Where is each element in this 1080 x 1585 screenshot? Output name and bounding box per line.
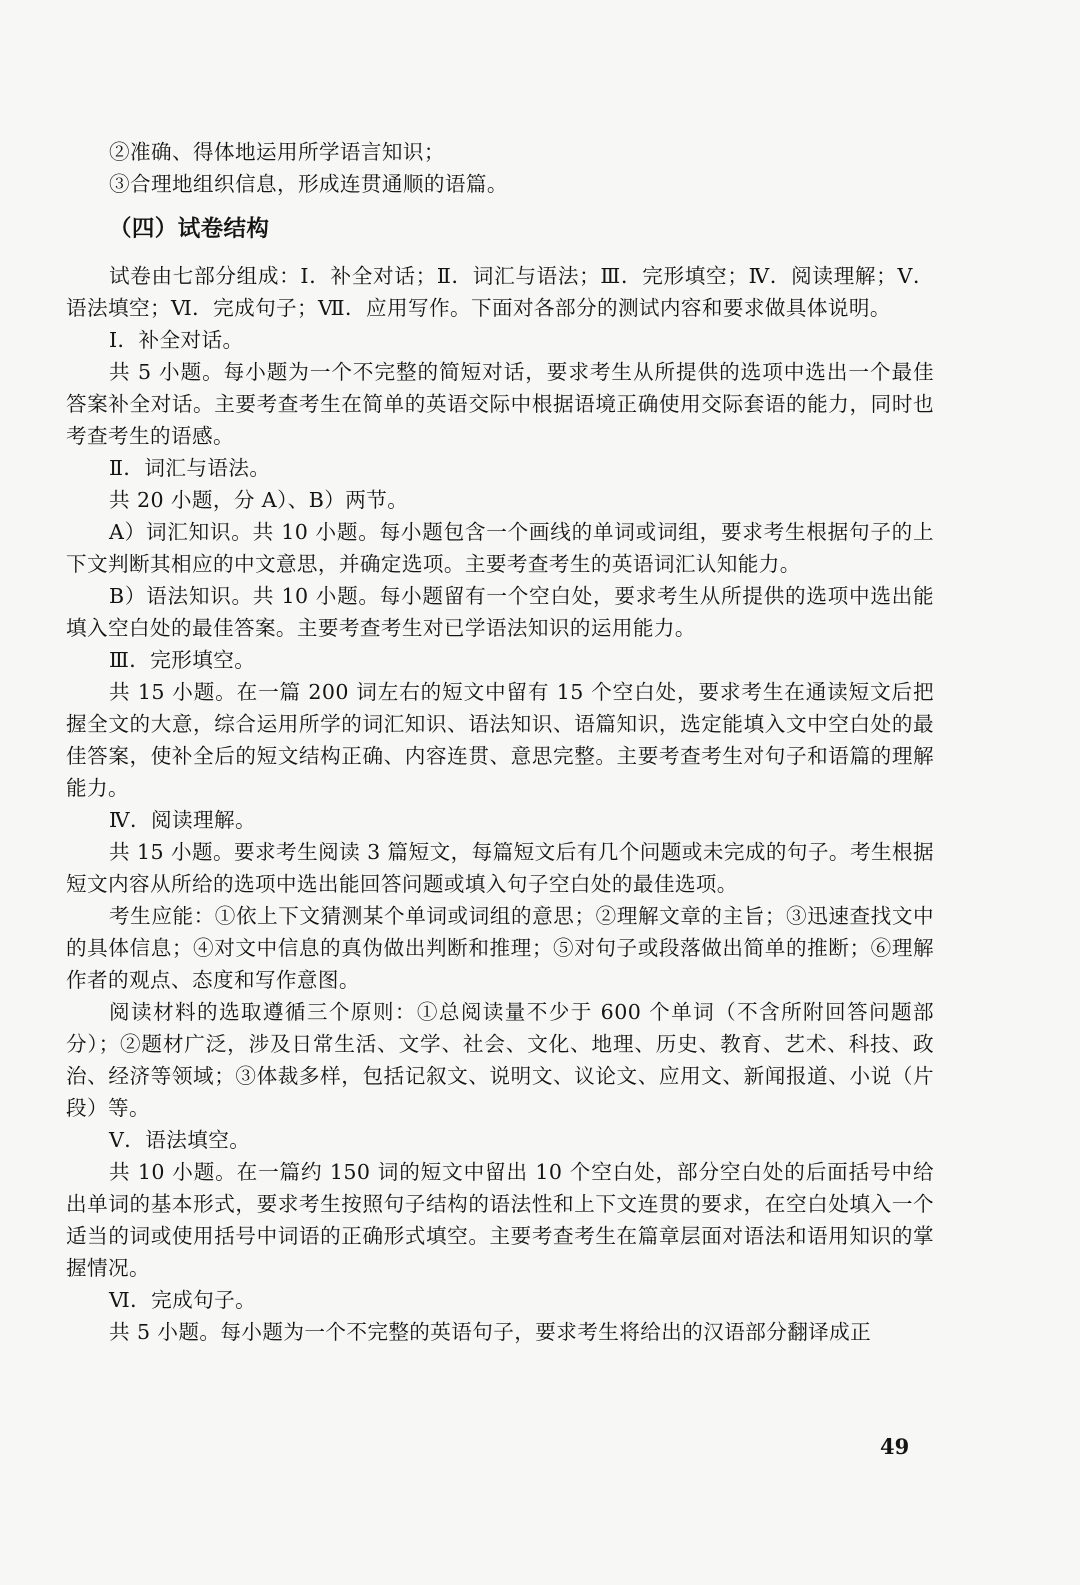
part2-sub-a: A）词汇知识。共 10 小题。每小题包含一个画线的单词或词组，要求考生根据句子的上下文判断其相应的中文意思，并确定选项。主要考查考生的英语词汇认知能力。 bbox=[66, 520, 934, 576]
page-body bbox=[66, 136, 934, 1348]
part1-title: Ⅰ．补全对话。 bbox=[109, 328, 244, 352]
part3-title: Ⅲ．完形填空。 bbox=[109, 648, 256, 672]
part5-text: 共 10 小题。在一篇约 150 词的短文中留出 10 个空白处，部分空白处的后面括号中给出单词的基本形式，要求考生按照句子结构的语法性和上下文连贯的要求，在空白处填入一个适当的词或使用括号中词语的正确形式填空。主要考查考生在篇章层面对语法和语用知识的掌握情况。 bbox=[66, 1160, 934, 1280]
part1-text: 共 5 小题。每小题为一个不完整的简短对话，要求考生从所提供的选项中选出一个最佳答案补全对话。主要考查考生在简单的英语交际中根据语境正确使用交际套语的能力，同时也考查考生的语感。 bbox=[66, 360, 934, 448]
part4-text: 共 15 小题。要求考生阅读 3 篇短文，每篇短文后有几个问题或未完成的句子。考生根据短文内容从所给的选项中选出能回答问题或填入句子空白处的最佳选项。 bbox=[66, 840, 934, 896]
part2-sub-b: B）语法知识。共 10 小题。每小题留有一个空白处，要求考生从所提供的选项中选出能填入空白处的最佳答案。主要考查考生对已学语法知识的运用能力。 bbox=[66, 584, 934, 640]
page-number: 49 bbox=[880, 1434, 910, 1459]
intro-paragraph: 试卷由七部分组成：Ⅰ．补全对话；Ⅱ．词汇与语法；Ⅲ．完形填空；Ⅳ．阅读理解；Ⅴ．语法填空；Ⅵ．完成句子；Ⅶ．应用写作。下面对各部分的测试内容和要求做具体说明。 bbox=[66, 264, 934, 320]
part4-abilities: 考生应能：①依上下文猜测某个单词或词组的意思；②理解文章的主旨；③迅速查找文中的具体信息；④对文中信息的真伪做出判断和推理；⑤对句子或段落做出简单的推断；⑥理解作者的观点、态度和写作意图。 bbox=[66, 904, 934, 992]
part4-title: Ⅳ．阅读理解。 bbox=[109, 808, 256, 832]
part6-text: 共 5 小题。每小题为一个不完整的英语句子，要求考生将给出的汉语部分翻译成正 bbox=[109, 1320, 872, 1344]
part2-title: Ⅱ．词汇与语法。 bbox=[109, 456, 271, 480]
list-item-accuracy: ②准确、得体地运用所学语言知识； bbox=[109, 140, 445, 164]
part3-text: 共 15 小题。在一篇 200 词左右的短文中留有 15 个空白处，要求考生在通读短文后把握全文的大意，综合运用所学的词汇知识、语法知识、语篇知识，选定能填入文中空白处的最佳答案，使补全后的短文结构正确、内容连贯、意思完整。主要考查考生对句子和语篇的理解能力。 bbox=[66, 680, 934, 800]
part2-text: 共 20 小题，分 A）、B）两节。 bbox=[109, 488, 409, 512]
list-item-organization: ③合理地组织信息，形成连贯通顺的语篇。 bbox=[109, 172, 508, 196]
part6-title: Ⅵ．完成句子。 bbox=[109, 1288, 257, 1312]
part4-materials: 阅读材料的选取遵循三个原则：①总阅读量不少于 600 个单词（不含所附回答问题部分）；②题材广泛，涉及日常生活、文学、社会、文化、地理、历史、教育、艺术、科技、政治、经济等领域；③体裁多样，包括记叙文、说明文、议论文、应用文、新闻报道、小说（片段）等。 bbox=[66, 1000, 934, 1120]
part5-title: Ⅴ．语法填空。 bbox=[109, 1128, 251, 1152]
section-heading: （四）试卷结构 bbox=[109, 216, 270, 242]
